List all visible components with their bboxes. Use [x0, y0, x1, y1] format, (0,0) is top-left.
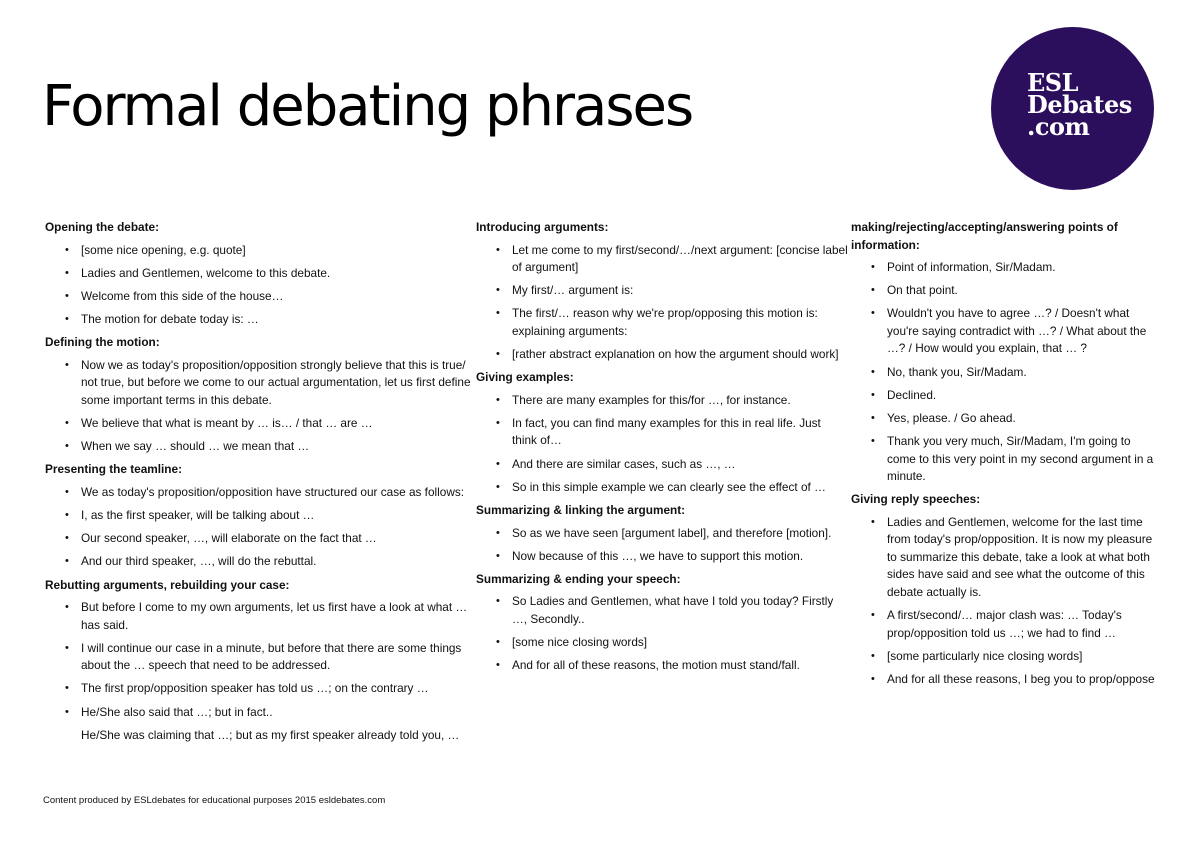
column-3	[851, 219, 1161, 694]
section-heading-defining: Defining the motion:	[45, 335, 160, 350]
list-item: • And there are similar cases, such as …, …	[496, 456, 736, 471]
list-item: • And for all these reasons, I beg you to prop/oppose	[871, 671, 1155, 686]
list-item: • The first prop/opposition speaker has told us …; on the contrary …	[65, 681, 429, 696]
section-heading-points-of-information: making/rejecting/accepting/answering points of information:	[851, 220, 1118, 252]
list-item: • So in this simple example we can clearly see the effect of …	[496, 479, 826, 494]
list-item: • No, thank you, Sir/Madam.	[871, 364, 1027, 379]
list-item: • [some nice opening, e.g. quote]	[65, 242, 246, 257]
list-item: • But before I come to my own arguments, let us first have a look at what … has said.	[65, 600, 468, 632]
list-item: • So Ladies and Gentlemen, what have I told you today? Firstly …, Secondly..	[496, 594, 834, 626]
list-item: • He/She also said that …; but in fact..	[65, 704, 273, 719]
list-item: • The first/… reason why we're prop/opposing this motion is: explaining arguments:	[496, 306, 818, 338]
list-item: • Now we as today's proposition/opposition strongly believe that this is true/ not true, but before we come to our actual argumentation, let us first define some important terms in this debate.	[65, 357, 471, 407]
section-heading-ending: Summarizing & ending your speech:	[476, 571, 681, 586]
list-item: • I will continue our case in a minute, but before that there are some things about the … speech that need to be addressed.	[65, 640, 462, 673]
list-item: • Declined.	[871, 387, 937, 402]
phrase-list-teamline	[45, 484, 473, 571]
list-item: • In fact, you can find many examples for this in real life. Just think of…	[496, 415, 821, 448]
list-item: • Wouldn't you have to agree …? / Doesn't what you're saying contradict with …? / What about the …? / How would you explain, that … ?	[871, 306, 1147, 356]
logo-line-3: .com	[1027, 112, 1090, 141]
column-2	[476, 219, 848, 680]
list-item: • I, as the first speaker, will be talking about …	[65, 508, 315, 522]
list-item: • A first/second/… major clash was: … Today's prop/opposition told us …; we had to find …	[871, 608, 1122, 640]
list-item: • We believe that what is meant by … is… / that … are …	[65, 415, 373, 430]
logo-line-1: ESL	[1027, 68, 1078, 97]
phrase-list-opening	[45, 242, 473, 329]
list-item: • Now because of this …, we have to support this motion.	[496, 548, 804, 563]
list-item-continued: He/She was claiming that …; but as my first speaker already told you, …	[81, 727, 460, 742]
list-item: • [rather abstract explanation on how the argument should work]	[496, 347, 839, 362]
section-heading-introducing: Introducing arguments:	[476, 220, 609, 234]
phrase-list-examples	[476, 392, 848, 497]
section-heading-rebutting: Rebutting arguments, rebuilding your case:	[45, 577, 290, 592]
section-heading-reply-speeches: Giving reply speeches:	[851, 492, 981, 507]
phrase-list-ending	[476, 593, 848, 674]
phrase-list-defining	[45, 357, 473, 456]
section-heading-examples: Giving examples:	[476, 370, 574, 385]
list-item: • Ladies and Gentlemen, welcome to this debate.	[65, 265, 331, 280]
list-item: • Point of information, Sir/Madam.	[871, 260, 1056, 274]
list-item: • Ladies and Gentlemen, welcome for the last time from today's prop/opposition. It is now my pleasure to summarize this debate, take a look at what both sides have said and see what the outcome of this debate actually is.	[871, 514, 1153, 599]
phrase-list-rebutting	[45, 599, 473, 744]
phrase-list-points-of-information	[851, 259, 1161, 486]
logo-line-2: Debates	[1027, 90, 1132, 119]
list-item: • So as we have seen [argument label], and therefore [motion].	[496, 525, 832, 540]
section-heading-opening: Opening the debate:	[45, 220, 160, 234]
list-item: • And for all of these reasons, the motion must stand/fall.	[496, 658, 800, 673]
phrase-list-reply-speeches	[851, 514, 1161, 689]
section-heading-linking: Summarizing & linking the argument:	[476, 503, 686, 517]
list-item: • When we say … should … we mean that …	[65, 439, 310, 454]
list-item: • My first/… argument is:	[496, 283, 634, 298]
list-item: • Our second speaker, …, will elaborate on the fact that …	[65, 531, 377, 546]
list-item: • Let me come to my first/second/…/next argument: [concise label of argument]	[496, 242, 848, 274]
phrase-list-linking	[476, 525, 848, 566]
page-title: Formal debating phrases	[42, 74, 693, 139]
section-heading-teamline: Presenting the teamline:	[45, 462, 183, 477]
list-item: • [some particularly nice closing words]	[871, 648, 1083, 663]
list-item: • The motion for debate today is: …	[65, 312, 259, 327]
list-item: • And our third speaker, …, will do the rebuttal.	[65, 554, 317, 569]
list-item: • Welcome from this side of the house…	[65, 288, 284, 303]
list-item: • Yes, please. / Go ahead.	[871, 410, 1016, 425]
esl-debates-logo	[991, 27, 1154, 190]
list-item: • Thank you very much, Sir/Madam, I'm going to come to this very point in my second argument in a minute.	[871, 434, 1154, 484]
footer-credit: Content produced by ESLdebates for educational purposes 2015 esldebates.com	[43, 795, 386, 806]
list-item: • We as today's proposition/opposition have structured our case as follows:	[65, 484, 465, 499]
list-item: • There are many examples for this/for …, for instance.	[496, 392, 791, 407]
list-item: • On that point.	[871, 283, 958, 298]
list-item: • [some nice closing words]	[496, 635, 648, 650]
phrase-list-introducing	[476, 242, 848, 364]
column-1	[45, 219, 473, 750]
